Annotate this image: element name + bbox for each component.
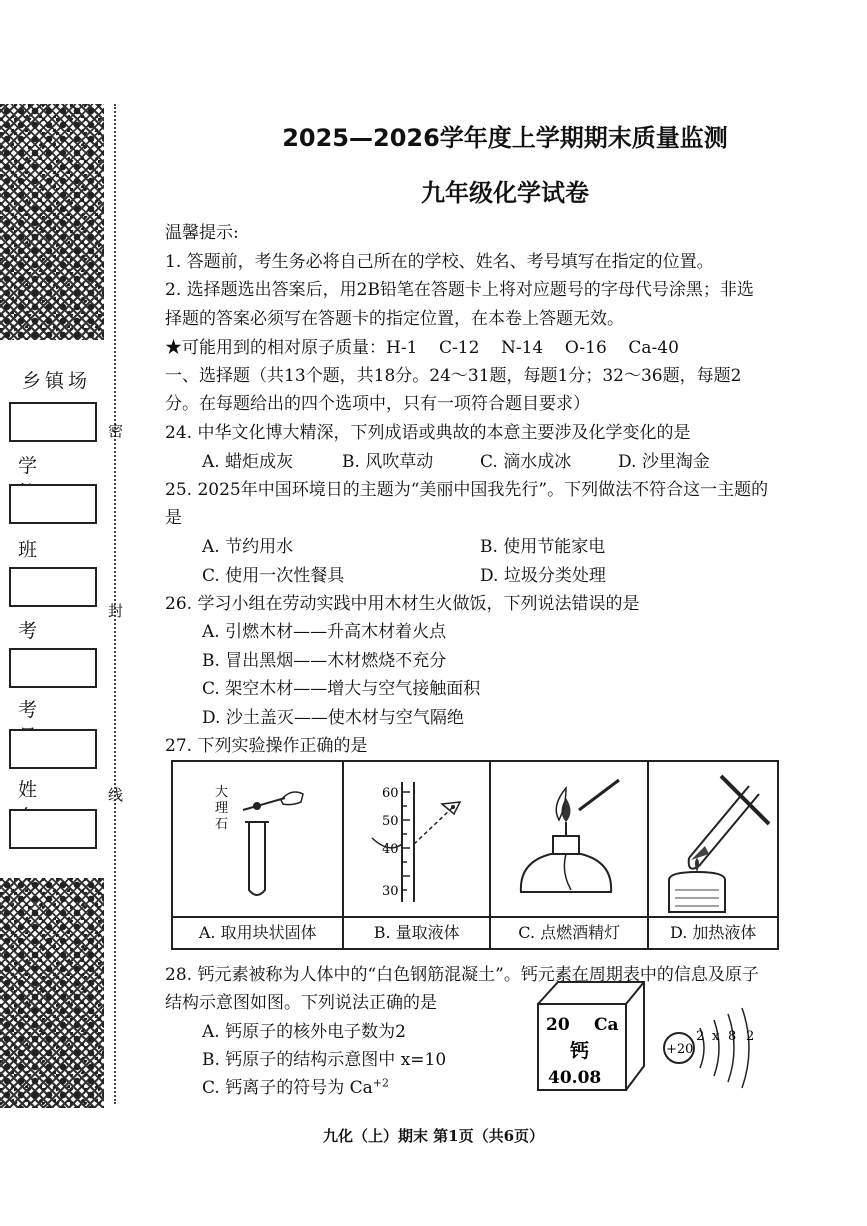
seal-char-xian: 线 — [108, 786, 124, 804]
q26-option-b: B. 冒出黑烟——木材燃烧不充分 — [202, 651, 447, 671]
field-school[interactable] — [9, 484, 97, 524]
q28-option-a: A. 钙原子的核外电子数为2 — [202, 1022, 406, 1042]
q27-cell-a — [173, 762, 344, 948]
tips-item-2a: 2. 选择题选出答案后，用2B铅笔在答题卡上将对应题号的字母代号涂黑；非选 — [165, 280, 754, 300]
tick-40: 40 — [382, 842, 399, 857]
label-school: 学 — [18, 455, 52, 477]
q28-option-c — [202, 1073, 389, 1098]
atom-shell-2: x — [712, 1029, 720, 1044]
q25-stem-2: 是 — [165, 508, 182, 528]
element-tile — [536, 978, 646, 1094]
q25-option-d: D. 垃圾分类处理 — [480, 566, 606, 586]
tick-30: 30 — [382, 884, 399, 899]
q28-stem-1: 28. 钙元素被称为人体中的“白色钢筋混凝土”。钙元素在周期表中的信息及原子 — [165, 965, 759, 985]
q28-option-c-charge: +2 — [372, 1076, 389, 1090]
q27-caption-d: D. 加热液体 — [649, 916, 777, 948]
q27-figure-table — [171, 760, 779, 950]
element-name: 钙 — [570, 1040, 590, 1062]
q26-option-c: C. 架空木材——增大与空气接触面积 — [202, 679, 481, 699]
q25-option-a: A. 节约用水 — [202, 537, 294, 557]
section-1-line-2: 分。在每题给出的四个选项中，只有一项符合题目要求） — [165, 394, 590, 414]
section-1-line-1: 一、选择题（共13个题，共18分。24～31题，每题1分；32～36题，每题2 — [165, 366, 742, 386]
atom-shell-1: 2 — [696, 1029, 705, 1044]
label-exam-number: 考 — [18, 699, 52, 721]
q27-caption-a: A. 取用块状固体 — [173, 916, 342, 948]
marble-label-1: 大 — [215, 785, 229, 800]
page-title: 2025—2026学年度上学期期末质量监测 — [282, 124, 728, 152]
q25-stem-1: 25. 2025年中国环境日的主题为“美丽中国我先行”。下列做法不符合这一主题的 — [165, 480, 769, 500]
label-name: 姓 — [18, 779, 52, 801]
q26-option-d: D. 沙土盖灭——使木材与空气隔绝 — [202, 708, 464, 728]
page-subtitle: 九年级化学试卷 — [421, 179, 589, 207]
q28-stem-2: 结构示意图如图。下列说法正确的是 — [165, 993, 437, 1013]
q24-option-d: D. 沙里淘金 — [618, 452, 710, 472]
label-room: 考 — [18, 620, 52, 642]
q27-cell-c — [491, 762, 649, 948]
q24-stem: 24. 中华文化博大精深，下列成语或典故的本意主要涉及化学变化的是 — [165, 423, 691, 443]
q27-cell-b — [344, 762, 491, 948]
q27-caption-b: B. 量取液体 — [344, 916, 489, 948]
atom-shell-4: 2 — [746, 1029, 755, 1044]
q24-option-b: B. 风吹草动 — [342, 452, 434, 472]
q27-stem: 27. 下列实验操作正确的是 — [165, 736, 368, 756]
q28-option-c-text: C. 钙离子的符号为 Ca — [202, 1078, 373, 1098]
q27-caption-c: C. 点燃酒精灯 — [491, 916, 647, 948]
field-town[interactable] — [9, 402, 97, 442]
q26-stem: 26. 学习小组在劳动实践中用木材生火做饭，下列说法错误的是 — [165, 594, 640, 614]
atom-shell-3: 8 — [728, 1029, 737, 1044]
seal-char-feng: 封 — [108, 602, 124, 620]
tick-60: 60 — [382, 786, 399, 801]
q24-option-c: C. 滴水成冰 — [480, 452, 572, 472]
q26-option-a: A. 引燃木材——升高木材着火点 — [202, 622, 447, 642]
tips-item-1: 1. 答题前，考生务必将自己所在的学校、姓名、考号填写在指定的位置。 — [165, 252, 714, 272]
heating-liquid-illustration — [649, 762, 777, 918]
atomic-masses: ★可能用到的相对原子质量：H-1 C-12 N-14 O-16 Ca-40 — [165, 338, 679, 358]
tips-heading: 温馨提示: — [165, 223, 239, 243]
atom-nucleus: +20 — [666, 1042, 694, 1057]
field-class[interactable] — [9, 567, 97, 607]
page-footer: 九化（上）期末 第1页（共6页） — [322, 1127, 545, 1145]
solid-transfer-illustration — [173, 762, 343, 918]
q25-option-c: C. 使用一次性餐具 — [202, 566, 345, 586]
decorative-pattern-bottom — [0, 878, 104, 1108]
element-mass: 40.08 — [548, 1068, 602, 1088]
q27-cell-d — [649, 762, 777, 948]
alcohol-lamp-illustration — [491, 762, 648, 918]
q25-option-b: B. 使用节能家电 — [480, 537, 606, 557]
field-exam-number[interactable] — [9, 729, 97, 769]
label-class: 班 — [18, 539, 52, 561]
marble-label-2: 理 — [215, 801, 229, 816]
marble-label-3: 石 — [215, 817, 229, 832]
seal-char-mi: 密 — [108, 422, 124, 440]
element-symbol: Ca — [594, 1015, 619, 1035]
graduated-cylinder-illustration — [344, 762, 489, 918]
field-name[interactable] — [9, 809, 97, 849]
label-town: 乡镇场 — [22, 370, 92, 392]
atom-structure-diagram — [662, 1004, 762, 1094]
decorative-pattern-top — [0, 104, 104, 340]
q24-option-a: A. 蜡炬成灰 — [202, 452, 294, 472]
tips-item-2b: 择题的答案必须写在答题卡的指定位置，在本卷上答题无效。 — [165, 309, 624, 329]
field-room[interactable] — [9, 648, 97, 688]
element-number: 20 — [546, 1015, 570, 1035]
q28-option-b: B. 钙原子的结构示意图中 x=10 — [202, 1050, 447, 1070]
tick-50: 50 — [382, 814, 399, 829]
